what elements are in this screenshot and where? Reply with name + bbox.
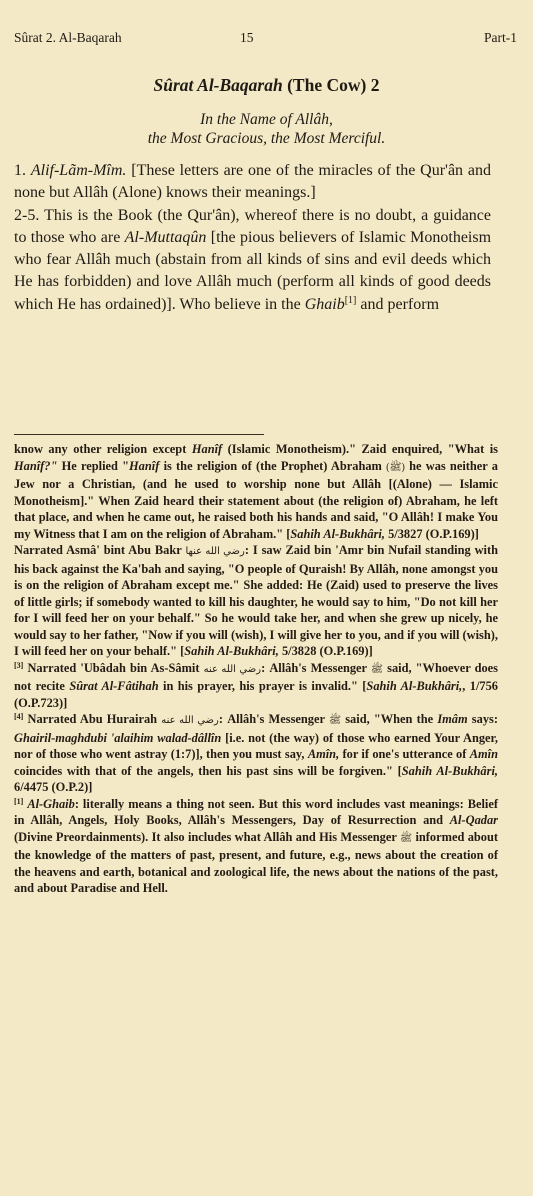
- verse-2-ghaib: Ghaib: [304, 295, 345, 313]
- footnote-term: Hanîf: [191, 442, 223, 456]
- verse-2-text-a: This is the Book (the Qur'ân), whereof there is no doubt, a guidance to those who are: [14, 206, 492, 246]
- footnote-text: : Allâh's Messenger: [261, 660, 367, 675]
- header-part: Part-1: [484, 30, 517, 45]
- footnote-text: (Islamic Monotheism)." Zaid enquired, "What is: [227, 442, 498, 456]
- footnote-term: Hanîf?": [14, 458, 58, 473]
- footnote-marker: [3]: [14, 660, 24, 670]
- footnote-divider: [14, 434, 264, 435]
- footnote-reference: 6/4475 (O.P.2)]: [14, 780, 93, 794]
- honorific-icon: ﷺ: [400, 832, 413, 844]
- footnote-1-ghaib: [14, 796, 498, 897]
- footnote-term: Ghairil-maghdubi 'alaihim walad-dâllîn: [14, 730, 222, 745]
- honorific-icon: (ﷺ): [386, 461, 405, 473]
- footnote-text: : Allâh's Messenger: [218, 712, 325, 726]
- page-number: 15: [240, 30, 254, 45]
- basmala: [0, 110, 533, 148]
- footnote-source: Sahih Al-Bukhâri,: [366, 679, 463, 693]
- footnote-reference: 5/3828 (O.P.169)]: [281, 644, 373, 658]
- honorific-icon: ﷺ: [328, 715, 342, 726]
- footnote-reference: , 1/756 (O.P.723)]: [14, 679, 498, 710]
- footnote-text: said, "When the: [345, 712, 434, 726]
- footnote-term: Al-Qadar: [449, 813, 498, 827]
- footnote-ref: [1]: [344, 294, 357, 306]
- footnote-marker: [4]: [14, 712, 24, 721]
- surah-title-name: Sûrat Al-Baqarah: [153, 75, 283, 95]
- verse-2-5: [14, 205, 491, 316]
- footnote-text: : I saw Zaid bin 'Amr bin Nufail standing with his back against the Ka'bah and saying, "O people of Quraish! By Allâh, none amongst you is on the religion of Abraham except me." She added: He (Zaid) used to preserve the lives of little girls; if somebody wanted to kill his daughter, he would say to him, "Do not kill her for I will feed her on your behalf." So he would take her, and when she grew up nicely, he would say to her father, "Now if you will (wish), I will give her to you, and if you will (wish), I will feed her on your behalf." [: [14, 543, 498, 658]
- footnote-term: Hanîf: [129, 458, 160, 473]
- footnote-term: Amîn: [469, 747, 498, 761]
- footnote-source: Sahih Al-Bukhâri,: [401, 763, 498, 778]
- footnote-marker: [1]: [14, 796, 24, 806]
- honorific-icon: رضي الله عنه: [203, 663, 262, 675]
- verse-1: [14, 160, 491, 205]
- footnote-term: Amîn,: [307, 747, 340, 761]
- footnote-asma: [14, 542, 498, 660]
- running-header: [14, 30, 517, 48]
- footnote-text: he was neither a Jew nor a Christian, (and he used to worship none but Allâh [(Alone) — Islamic Monotheism]." When Zaid heard their statement about (the religion of) Abraham, he left that place, and when he came out, he raised both his hands and said, "O Allâh! I make You my Witness that I am on the religion of Abraham." [: [14, 458, 498, 541]
- footnote-term: Sûrat Al-Fâtihah: [69, 679, 159, 693]
- footnote-3: [14, 660, 498, 712]
- footnote-continued: [14, 441, 498, 542]
- basmala-line-1: In the Name of Allâh,: [200, 111, 333, 128]
- honorific-icon: رضي الله عنه: [161, 715, 219, 726]
- verse-number: 1.: [14, 162, 26, 179]
- verse-number: 2-5.: [14, 206, 40, 224]
- footnote-source: Sahih Al-Bukhâri,: [184, 644, 279, 658]
- footnote-text: said, "Whoever does not recite: [14, 660, 499, 693]
- footnote-text: : literally means a thing not seen. But this word includes vast meanings: Belief in Allâh, Angels, Holy Books, Allâh's Messengers, Day of Resurrection and: [14, 796, 498, 827]
- honorific-icon: رضي الله عنها: [185, 546, 245, 557]
- footnote-term: Al-Ghaib: [27, 796, 75, 811]
- footnote-text: coincides with that of the angels, then his past sins will be forgiven." [: [14, 763, 402, 778]
- footnote-text: says:: [471, 712, 498, 726]
- footnote-term: Imâm: [437, 712, 468, 726]
- footnote-text: Narrated Abu Hurairah: [27, 712, 158, 726]
- footnote-text: is the religion of (the Prophet) Abraham: [163, 458, 382, 473]
- honorific-icon: ﷺ: [370, 663, 384, 675]
- basmala-line-2: the Most Gracious, the Most Merciful.: [147, 130, 386, 147]
- footnote-text: informed about the knowledge of the matters of past, present, and future, e.g., news about the creation of the heavens and earth, botanical and zoological life, the news about the nations of the past, and about Paradise and Hell.: [14, 829, 498, 895]
- surah-title: [0, 75, 533, 96]
- footnote-source: Sahih Al-Bukhâri,: [290, 526, 385, 541]
- footnote-reference: 5/3827 (O.P.169)]: [388, 526, 479, 541]
- verse-text: [14, 160, 491, 316]
- header-surah-name: Sûrat 2. Al-Baqarah: [14, 30, 122, 45]
- footnote-text: know any other religion except: [14, 442, 187, 456]
- verse-1-text: [These letters are one of the miracles of the Qur'ân and none but Allâh (Alone) knows their meanings.]: [14, 162, 492, 202]
- verse-2-term: Al-Muttaqûn: [124, 228, 207, 246]
- footnote-text: He replied ": [61, 458, 130, 473]
- footnotes: [14, 441, 498, 897]
- verse-2-text-b: [the pious believers of Islamic Monotheism who fear Allâh much (abstain from all kinds of sins and evil deeds which He has forbidden) and love Allâh much (perform all kinds of good deeds which He has ordained)]. Who believe in the: [14, 228, 492, 313]
- verse-2-text-c: and perform: [360, 295, 440, 313]
- footnote-text: Narrated Asmâ' bint Abu Bakr: [14, 543, 182, 557]
- footnote-text: Narrated 'Ubâdah bin As-Sâmit: [27, 660, 200, 675]
- footnote-4: [14, 711, 498, 796]
- footnote-text: (Divine Preordainments). It also includes what Allâh and His Messenger: [14, 829, 397, 844]
- footnote-text: for if one's utterance of: [342, 747, 467, 761]
- footnote-text: in his prayer, his prayer is invalid." [: [163, 679, 367, 693]
- verse-1-letters: Alif-Lãm-Mîm.: [30, 162, 127, 179]
- surah-title-subtitle: (The Cow) 2: [287, 75, 380, 95]
- footnote-text: [i.e. not (the way) of those who earned Your Anger, nor of those who went astray (1:7)], then you must say,: [14, 730, 498, 761]
